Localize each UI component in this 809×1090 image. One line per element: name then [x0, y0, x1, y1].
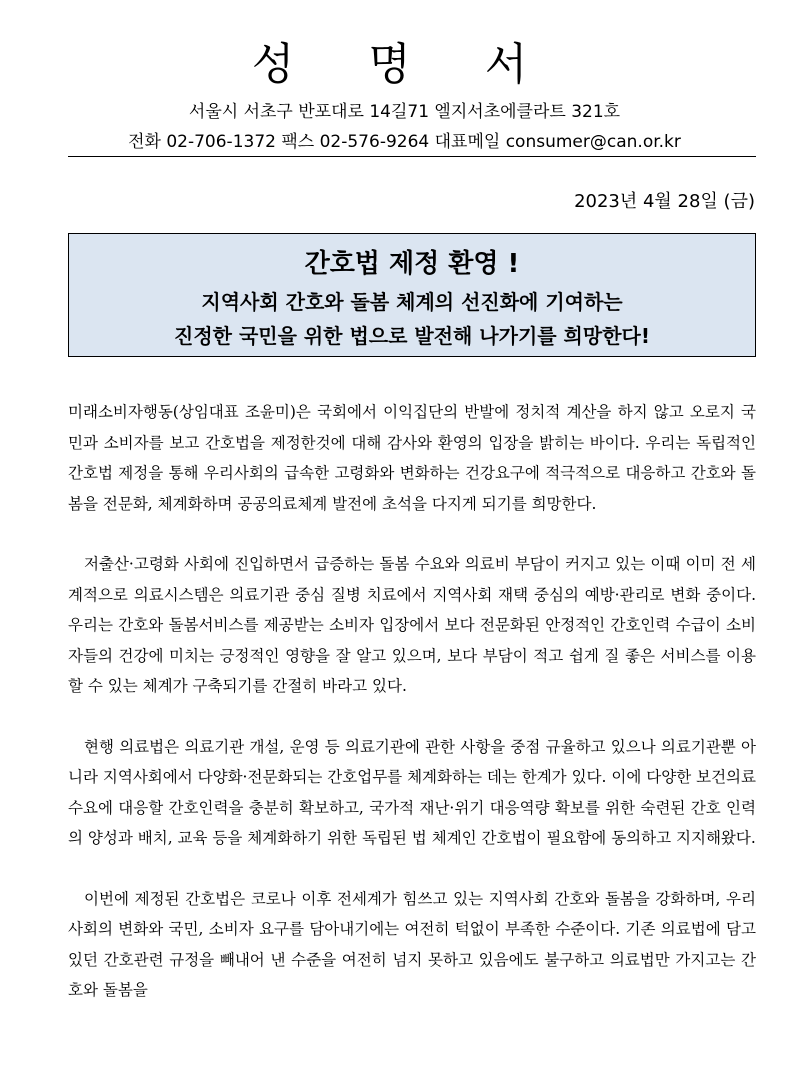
body-paragraph: 이번에 제정된 간호법은 코로나 이후 전세계가 힘쓰고 있는 지역사회 간호와 돌봄을 강화하며, 우리사회의 변화와 국민, 소비자 요구를 담아내기에는 여전히 턱없이 부족한 수준이다. 기존 의료법에 담고 있던 간호관련 규정을 빼내어 낸 수준을 여전히 넘지 못하고 있음에도 불구하고 의료법만 가지고는 간호와 돌봄을 — [68, 889, 756, 999]
statement-body — [68, 397, 756, 1036]
headline-subtitle-line-2: 진정한 국민을 위한 법으로 발전해 나가기를 희망한다! — [174, 324, 650, 348]
headline-main: 간호법 제정 환영 ! — [304, 249, 520, 279]
statement-date: 2023년 4월 28일 (금) — [574, 191, 755, 212]
header-divider — [68, 156, 756, 157]
document-title: 성 명 서 — [251, 39, 558, 90]
headline-subtitle-line-1: 지역사회 간호와 돌봄 체계의 선진화에 기여하는 — [201, 290, 623, 314]
organization-address: 서울시 서초구 반포대로 14길71 엘지서초에클라트 321호 — [188, 102, 621, 122]
organization-contact: 전화 02-706-1372 팩스 02-576-9264 대표메일 consumer@can.or.kr — [128, 132, 681, 152]
body-paragraph: 저출산·고령화 사회에 진입하면서 급증하는 돌봄 수요와 의료비 부담이 커지고 있는 이때 이미 전 세계적으로 의료시스템은 의료기관 중심 질병 치료에서 지역사회 재택 중심의 예방·관리로 변화 중이다. 우리는 간호와 돌봄서비스를 제공받는 소비자 입장에서 보다 전문화된 안정적인 간호인력 수급이 소비자들의 건강에 미치는 긍정적인 영향을 잘 알고 있으며, 보다 부담이 적고 쉽게 질 좋은 서비스를 이용할 수 있는 체계가 구축되기를 간절히 바라고 있다. — [68, 555, 756, 695]
body-paragraph: 미래소비자행동(상임대표 조윤미)은 국회에서 이익집단의 반발에 정치적 계산을 하지 않고 오로지 국민과 소비자를 보고 간호법을 제정한것에 대해 감사와 환영의 입장을 밝히는 바이다. 우리는 독립적인 간호법 제정을 통해 우리사회의 급속한 고령화와 변화하는 건강요구에 적극적으로 대응하고 간호와 돌봄을 전문화, 체계화하며 공공의료체계 발전에 초석을 다지게 되기를 희망한다. — [68, 403, 756, 513]
headline-box — [68, 233, 756, 357]
body-paragraph: 현행 의료법은 의료기관 개설, 운영 등 의료기관에 관한 사항을 중점 규율하고 있으나 의료기관뿐 아니라 지역사회에서 다양화·전문화되는 간호업무를 체계화하는 데는 한계가 있다. 이에 다양한 보건의료 수요에 대응할 간호인력을 충분히 확보하고, 국가적 재난·위기 대응역량 확보를 위한 숙련된 간호 인력의 양성과 배치, 교육 등을 체계화하기 위한 독립된 법 체계인 간호법이 필요함에 동의하고 지지해왔다. — [68, 737, 756, 847]
